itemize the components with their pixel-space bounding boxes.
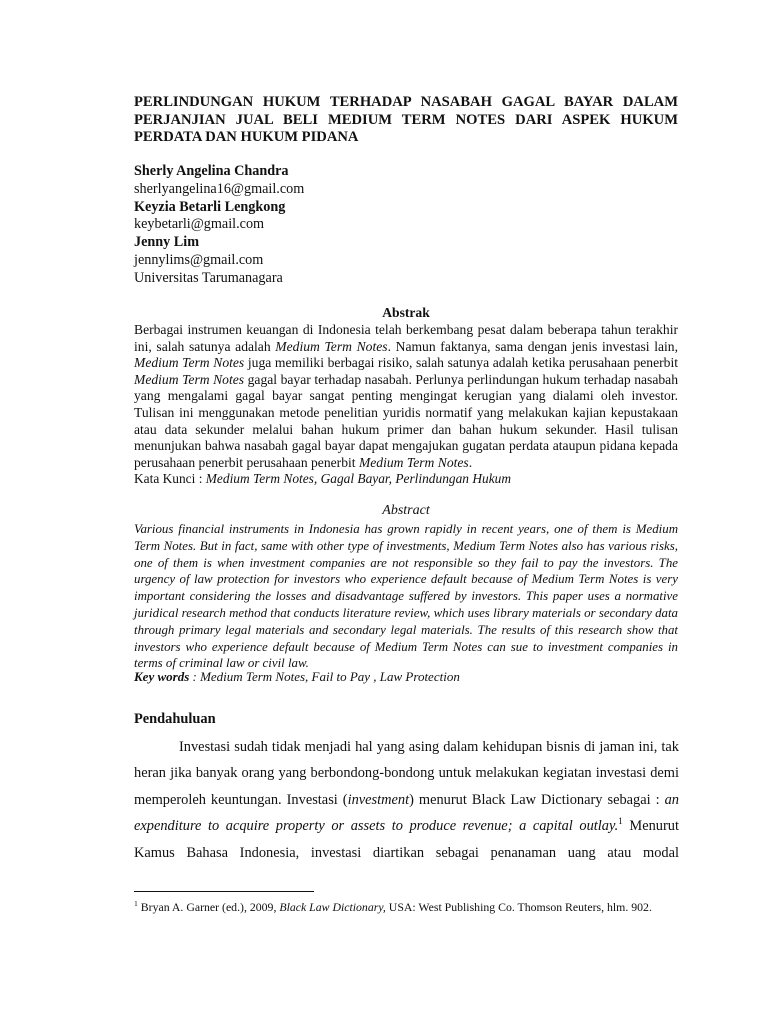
footnote-text: Bryan A. Garner (ed.), 2009, bbox=[137, 900, 280, 914]
body-text: ) menurut Black Law Dictionary sebagai : bbox=[409, 791, 665, 808]
footnote-title: Black Law Dictionary, bbox=[279, 900, 386, 914]
abstrak-text: juga memiliki berbagai risiko, salah satunya adalah ketika perusahaan penerbit bbox=[244, 355, 679, 371]
kata-kunci-values: Medium Term Notes, Gagal Bayar, Perlindungan Hukum bbox=[202, 471, 512, 486]
author-email: keybetarli@gmail.com bbox=[134, 216, 265, 233]
abstrak-text: Berbagai instrumen keuangan di Indonesia telah berkembang pesat dalam beberapa tahun terakhir ini, salah satunya adalah bbox=[134, 322, 678, 354]
affiliation: Universitas Tarumanagara bbox=[134, 269, 283, 286]
abstrak-heading: Abstrak bbox=[382, 305, 430, 320]
author-name: Jenny Lim bbox=[134, 234, 200, 251]
abstrak-text: . bbox=[468, 454, 473, 470]
footnote-number: 1 bbox=[134, 899, 138, 909]
abstract-body: Various financial instruments in Indonesia has grown rapidly in recent years, one of them is Medium Term Notes. But in fact, same with other type of investments, Medium Term Notes also has various risks, one of them is when investment companies are not responsible so they fail to pay the investors. The urgency of law protection for investors who experience default because of Medium Term Notes is very important considering the losses and disadvantage suffered by investors. This paper uses a normative juridical research method that conducts literature review, which uses library materials or secondary data through primary legal materials and secondary legal materials. The results of this research show that investors who experience default because of Medium Term Notes can sue to investment companies in terms of criminal law or civil law. bbox=[134, 522, 678, 671]
body-quote: an expenditure to acquire property or assets to produce revenue; a capital outlay. bbox=[134, 791, 679, 835]
keywords-label: Key words bbox=[134, 669, 190, 684]
body-text: Menurut Kamus Bahasa Indonesia, investasi diartikan sebagai penanaman uang atau modal bbox=[134, 818, 679, 861]
body-text: Investasi sudah tidak menjadi hal yang asing dalam kehidupan bisnis di jaman ini, tak heran jika banyak orang yang berbondong-bondong untuk melakukan kegiatan investasi demi memperoleh keuntungan. Investasi ( bbox=[134, 739, 679, 808]
author-name: Keyzia Betarli Lengkong bbox=[134, 198, 286, 215]
abstrak-term: Medium Term Notes bbox=[358, 454, 469, 470]
kata-kunci bbox=[134, 471, 678, 488]
abstrak-term: Medium Term Notes bbox=[275, 338, 388, 354]
abstrak-term: Medium Term Notes bbox=[134, 371, 245, 387]
abstrak-text: . Namun faktanya, sama dengan jenis investasi lain, bbox=[387, 338, 678, 354]
abstrak-body bbox=[134, 322, 678, 471]
author-name: Sherly Angelina Chandra bbox=[134, 163, 289, 179]
paper-title: PERLINDUNGAN HUKUM TERHADAP NASABAH GAGAL BAYAR DALAM PERJANJIAN JUAL BELI MEDIUM TERM NOTES DARI ASPEK HUKUM PERDATA DAN HUKUM PIDANA bbox=[134, 94, 678, 146]
section-heading: Pendahuluan bbox=[134, 711, 216, 727]
author-email: sherlyangelina16@gmail.com bbox=[134, 180, 305, 197]
footnote-ref[interactable]: 1 bbox=[618, 817, 623, 828]
abstrak-term: Medium Term Notes bbox=[134, 355, 245, 371]
abstrak-text: gagal bayar terhadap nasabah. Perlunya perlindungan hukum terhadap nasabah yang mengalami gagal bayar sangat penting mengingat kerugian yang dialami oleh investor. Tulisan ini menggunakan metode penelitian yuridis normatif yang melakukan kajian kepustakaan atau data sekunder melalui bahan hukum primer dan bahan hukum sekunder. Hasil tulisan menunjukan bahwa nasabah gagal bayar dapat mengajukan gugatan perdata ataupun pidana kepada perusahaan penerbit perusahaan penerbit bbox=[134, 371, 678, 470]
keywords-values: : Medium Term Notes, Fail to Pay , Law Protection bbox=[189, 669, 460, 684]
author-email: jennylims@gmail.com bbox=[134, 251, 264, 268]
footnote-rule bbox=[134, 891, 314, 892]
footnote-text: USA: West Publishing Co. Thomson Reuters, hlm. 902. bbox=[385, 900, 652, 914]
footnote bbox=[134, 899, 678, 915]
author-block bbox=[134, 163, 678, 288]
kata-kunci-label: Kata Kunci : bbox=[134, 471, 203, 486]
abstract-heading: Abstract bbox=[382, 503, 430, 518]
body-term: investment bbox=[347, 791, 410, 808]
keywords bbox=[134, 668, 678, 685]
intro-paragraph bbox=[134, 734, 679, 866]
